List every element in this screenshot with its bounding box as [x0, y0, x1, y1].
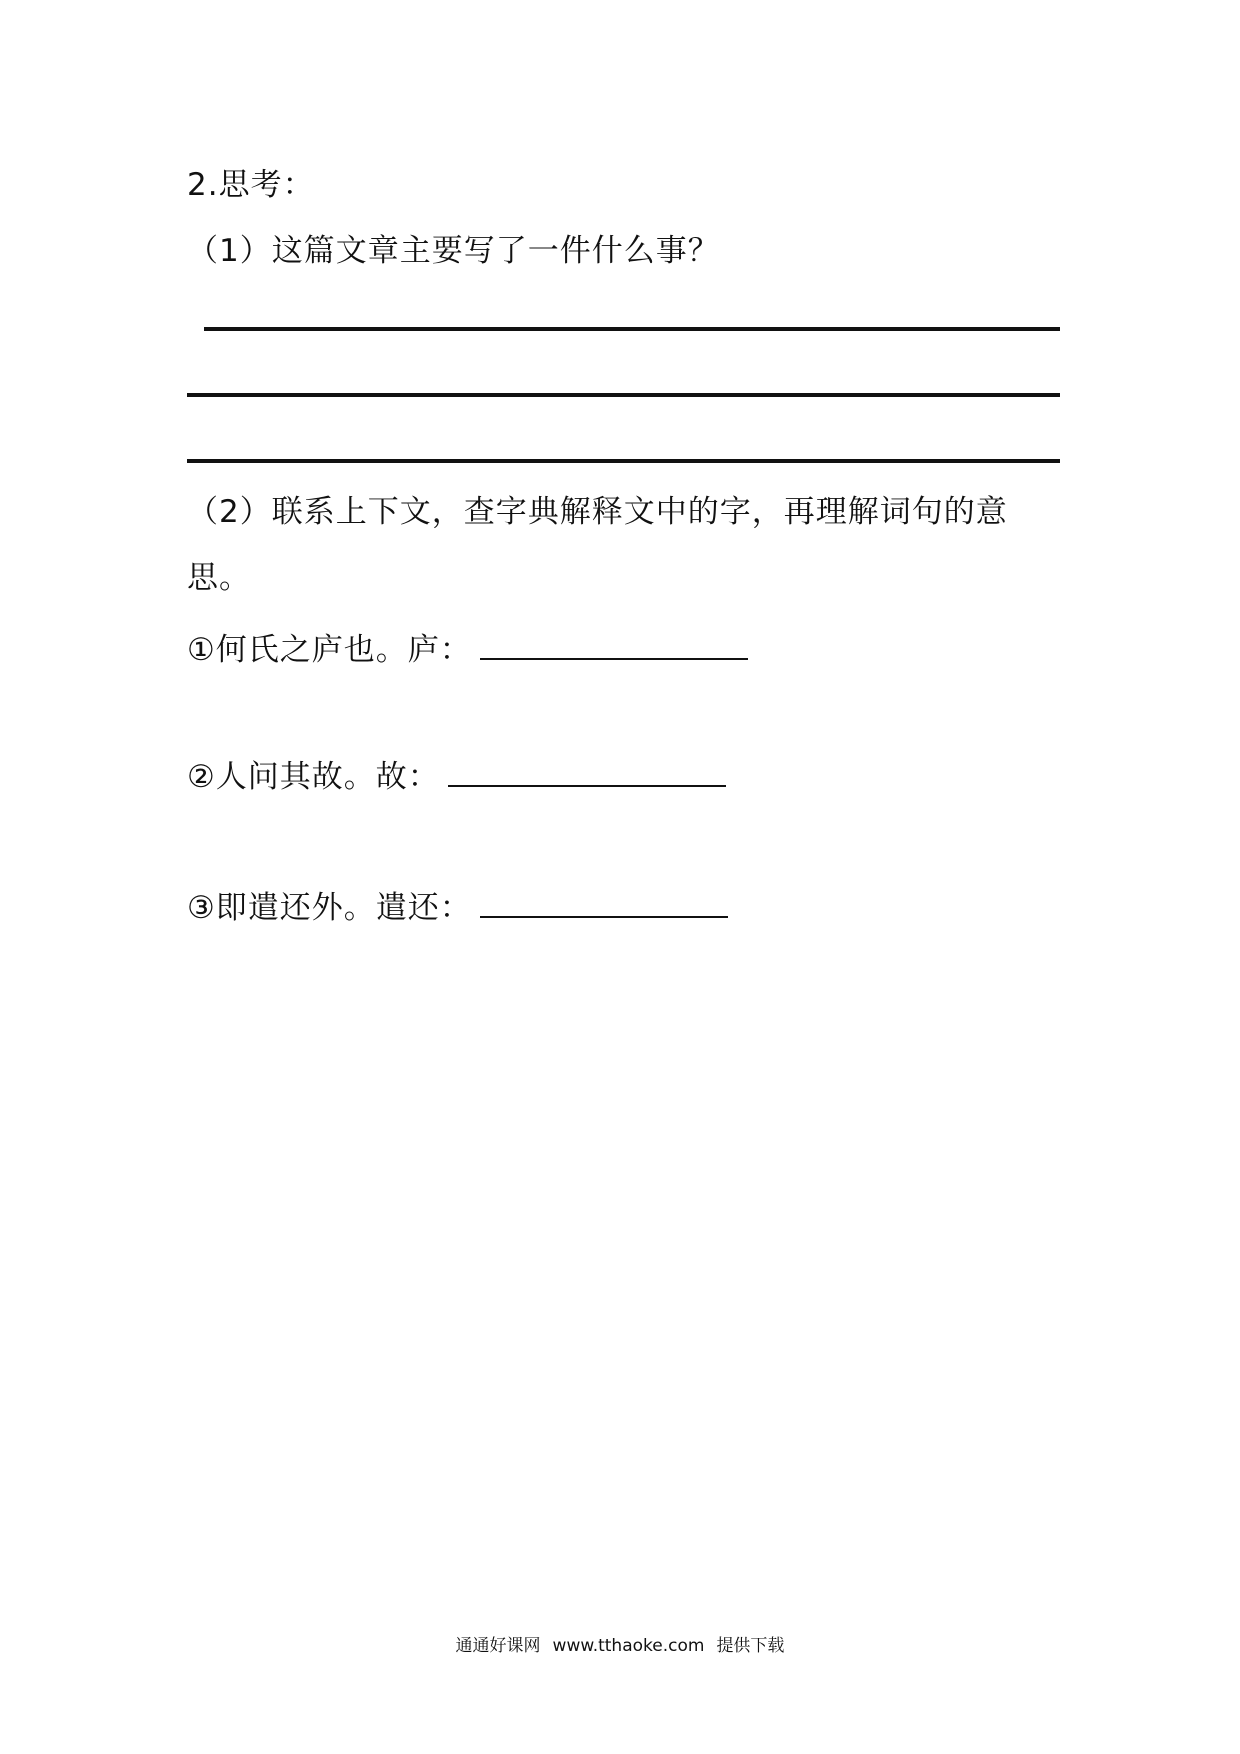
item-1-blank[interactable] [480, 630, 748, 660]
item-1-prompt: ①何氏之庐也。庐： [187, 632, 472, 668]
answer-line-3[interactable] [187, 459, 1060, 463]
item-2-prompt: ②人问其故。故： [187, 759, 440, 795]
item-3-blank[interactable] [480, 888, 728, 918]
item-2 [187, 757, 726, 797]
item-1 [187, 630, 748, 670]
question-2-label-line1: （2）联系上下文，查字典解释文中的字，再理解词句的意 [187, 494, 1008, 530]
item-3-prompt: ③即遣还外。遣还： [187, 890, 472, 926]
question-2-label-line2: 思。 [187, 560, 251, 596]
item-3 [187, 888, 728, 928]
item-2-blank[interactable] [448, 757, 726, 787]
page-footer [0, 1635, 1240, 1657]
section-title: 2.思考： [187, 167, 315, 203]
footer-url[interactable]: www.tthaoke.com [552, 1636, 705, 1656]
answer-line-2[interactable] [187, 393, 1060, 397]
answer-line-1[interactable] [204, 327, 1060, 331]
footer-site-name: 通通好课网 [455, 1636, 541, 1656]
question-1-label: （1）这篇文章主要写了一件什么事？ [187, 233, 720, 269]
footer-suffix: 提供下载 [716, 1636, 785, 1656]
